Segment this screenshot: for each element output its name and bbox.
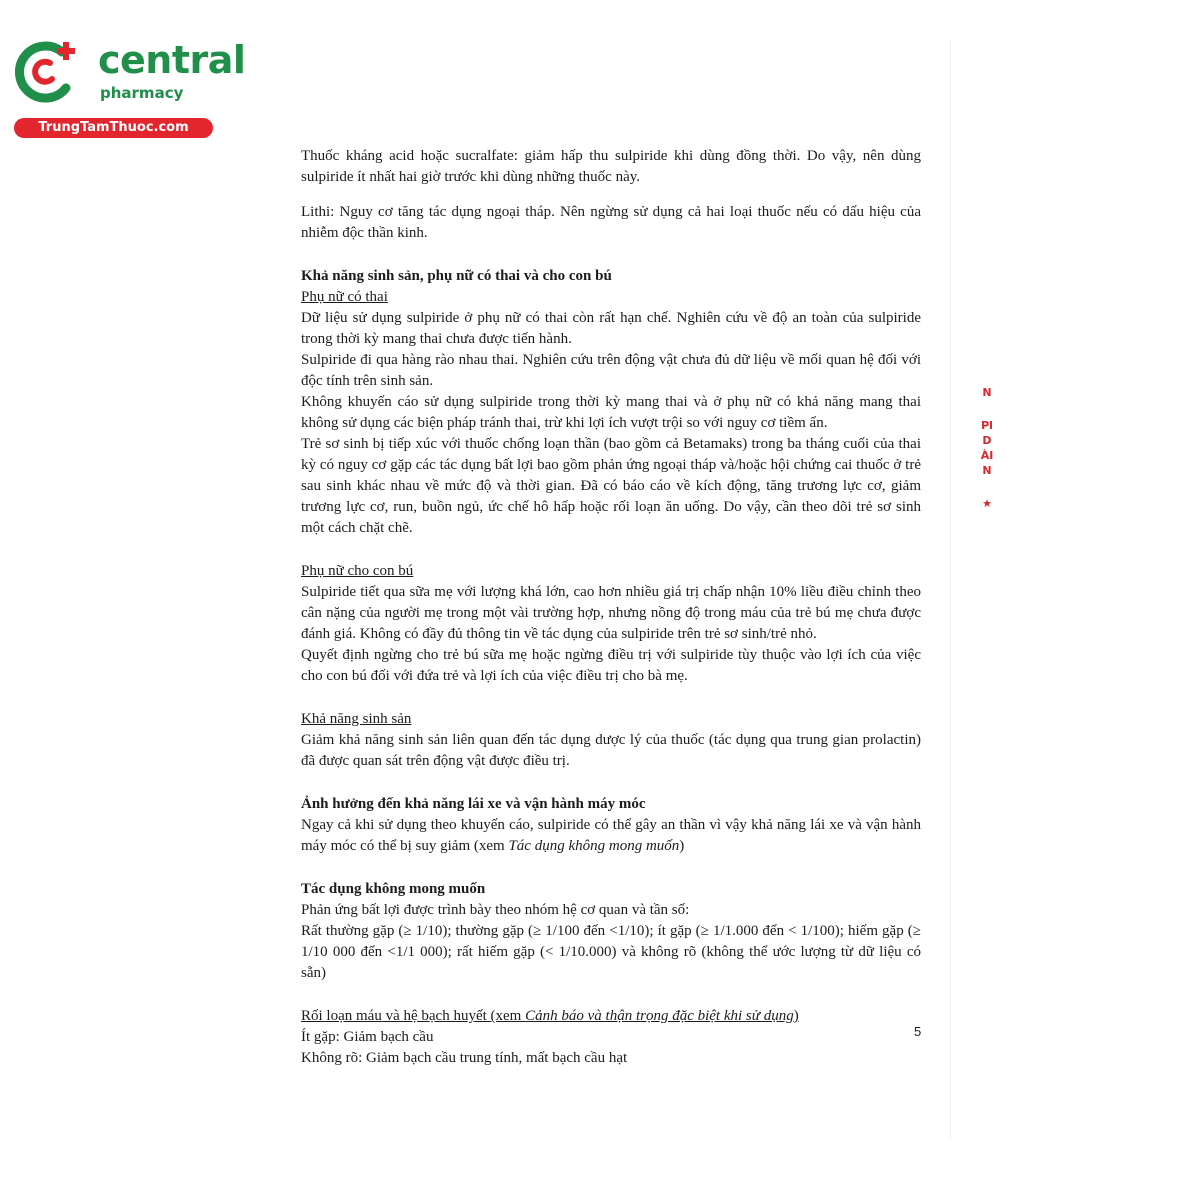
breastfeeding-line-2: Quyết định ngừng cho trẻ bú sữa mẹ hoặc ngừng điều trị với sulpiride tùy thuộc vào lợi ích của việc cho con bú đối với đứa trẻ và lợi ích của việc điều trị cho bà mẹ. <box>301 647 921 684</box>
page-number: 5 <box>914 1024 922 1039</box>
stamp-mark-1: N <box>982 386 992 399</box>
stamp-mark-4: ÀI <box>980 449 994 462</box>
driving-heading: Ảnh hưởng đến khả năng lái xe và vận hành máy móc <box>301 796 646 812</box>
lithium-paragraph: Lithi: Nguy cơ tăng tác dụng ngoại tháp. Nên ngừng sử dụng cả hai loại thuốc nếu có dấu hiệu của nhiễm độc thần kinh. <box>301 204 921 241</box>
driving-paragraph <box>301 815 921 857</box>
adverse-effects-heading: Tác dụng không mong muốn <box>301 881 486 897</box>
driving-reference: Tác dụng không mong muốn <box>508 838 680 854</box>
fertility-paragraph: Giảm khả năng sinh sản liên quan đến tác dụng dược lý của thuốc (tác dụng qua trung gian prolactin) đã được quan sát trên động vật được điều trị. <box>301 732 921 769</box>
blood-title-end: ) <box>793 1008 799 1024</box>
blood-disorders-subheading <box>301 1006 921 1027</box>
pregnant-subheading: Phụ nữ có thai <box>301 289 388 305</box>
pregnant-line-4: Trẻ sơ sinh bị tiếp xúc với thuốc chống loạn thần (bao gồm cả Betamaks) trong ba tháng cuối của thai kỳ có nguy cơ gặp các tác dụng bất lợi bao gồm phản ứng ngoại tháp và/hoặc hội chứng cai thuốc ở trẻ sau sinh khác nhau về mức độ và thời gian. Đã có báo cáo về kích động, tăng trương lực cơ, giảm trương lực cơ, run, buồn ngủ, ức chế hô hấp hoặc rối loạn ăn uống. Do vậy, cần theo dõi trẻ sơ sinh một cách chặt chẽ. <box>301 436 921 536</box>
pregnant-line-3: Không khuyến cáo sử dụng sulpiride trong thời kỳ mang thai và ở phụ nữ có khả năng mang thai không sử dụng các biện pháp tránh thai, trừ khi lợi ích vượt trội so với nguy cơ tiềm ẩn. <box>301 394 921 431</box>
breastfeeding-subheading: Phụ nữ cho con bú <box>301 563 414 579</box>
fertility-subheading: Khả năng sinh sản <box>301 711 412 727</box>
fertility-pregnancy-heading: Khả năng sinh sản, phụ nữ có thai và cho con bú <box>301 268 612 284</box>
pregnant-line-1: Dữ liệu sử dụng sulpiride ở phụ nữ có thai còn rất hạn chế. Nghiên cứu về độ an toàn của sulpiride trong thời kỳ mang thai chưa được tiến hành. <box>301 310 921 347</box>
blood-title: Rối loạn máu và hệ bạch huyết (xem <box>301 1008 526 1024</box>
margin-stamp <box>976 385 998 511</box>
blood-unknown: Không rõ: Giảm bạch cầu trung tính, mất bạch cầu hạt <box>301 1050 628 1066</box>
star-icon: ★ <box>982 497 992 510</box>
logo-name: central <box>98 38 246 82</box>
pregnant-line-2: Sulpiride đi qua hàng rào nhau thai. Nghiên cứu trên động vật chưa đủ dữ liệu về mối quan hệ đối với độc tính trên sinh sản. <box>301 352 921 389</box>
document-body <box>301 146 921 1069</box>
stamp-mark-2: Pl <box>981 419 993 432</box>
blood-title-reference: Cảnh báo và thận trọng đặc biệt khi sử dụng <box>525 1008 794 1024</box>
stamp-mark-5: N <box>982 464 992 477</box>
logo-subtitle: pharmacy <box>100 84 184 102</box>
driving-text-end: ) <box>679 838 685 854</box>
adverse-intro: Phản ứng bất lợi được trình bày theo nhóm hệ cơ quan và tần số: <box>301 902 690 918</box>
blood-uncommon: Ít gặp: Giảm bạch cầu <box>301 1029 434 1045</box>
central-pharmacy-logo <box>10 38 246 138</box>
page-edge <box>950 40 951 1140</box>
antacid-paragraph: Thuốc kháng acid hoặc sucralfate: giảm hấp thu sulpiride khi dùng đồng thời. Do vậy, nên dùng sulpiride ít nhất hai giờ trước khi dùng những thuốc này. <box>301 148 921 185</box>
adverse-frequency: Rất thường gặp (≥ 1/10); thường gặp (≥ 1/100 đến <1/10); ít gặp (≥ 1/1.000 đến < 1/100); hiếm gặp (≥ 1/10 000 đến <1/1 000); rất hiếm gặp (< 1/10.000) và không rõ (không thể ước lượng từ dữ liệu có sẵn) <box>301 923 921 981</box>
central-pharmacy-logo-icon <box>10 38 90 104</box>
breastfeeding-line-1: Sulpiride tiết qua sữa mẹ với lượng khá lớn, cao hơn nhiều giá trị chấp nhận 10% liều điều chỉnh theo cân nặng của người mẹ trong một vài trường hợp, nhưng nồng độ trong máu của trẻ bú mẹ chưa được đánh giá. Không có đầy đủ thông tin về tác dụng của sulpiride trên trẻ sơ sinh/trẻ nhỏ. <box>301 584 921 642</box>
logo-website-banner: TrungTamThuoc.com <box>14 118 213 138</box>
driving-text: Ngay cả khi sử dụng theo khuyến cáo, sulpiride có thể gây an thần vì vậy khả năng lái xe và vận hành máy móc có thể bị suy giảm (xem <box>301 817 921 854</box>
stamp-mark-3: D <box>982 434 992 447</box>
